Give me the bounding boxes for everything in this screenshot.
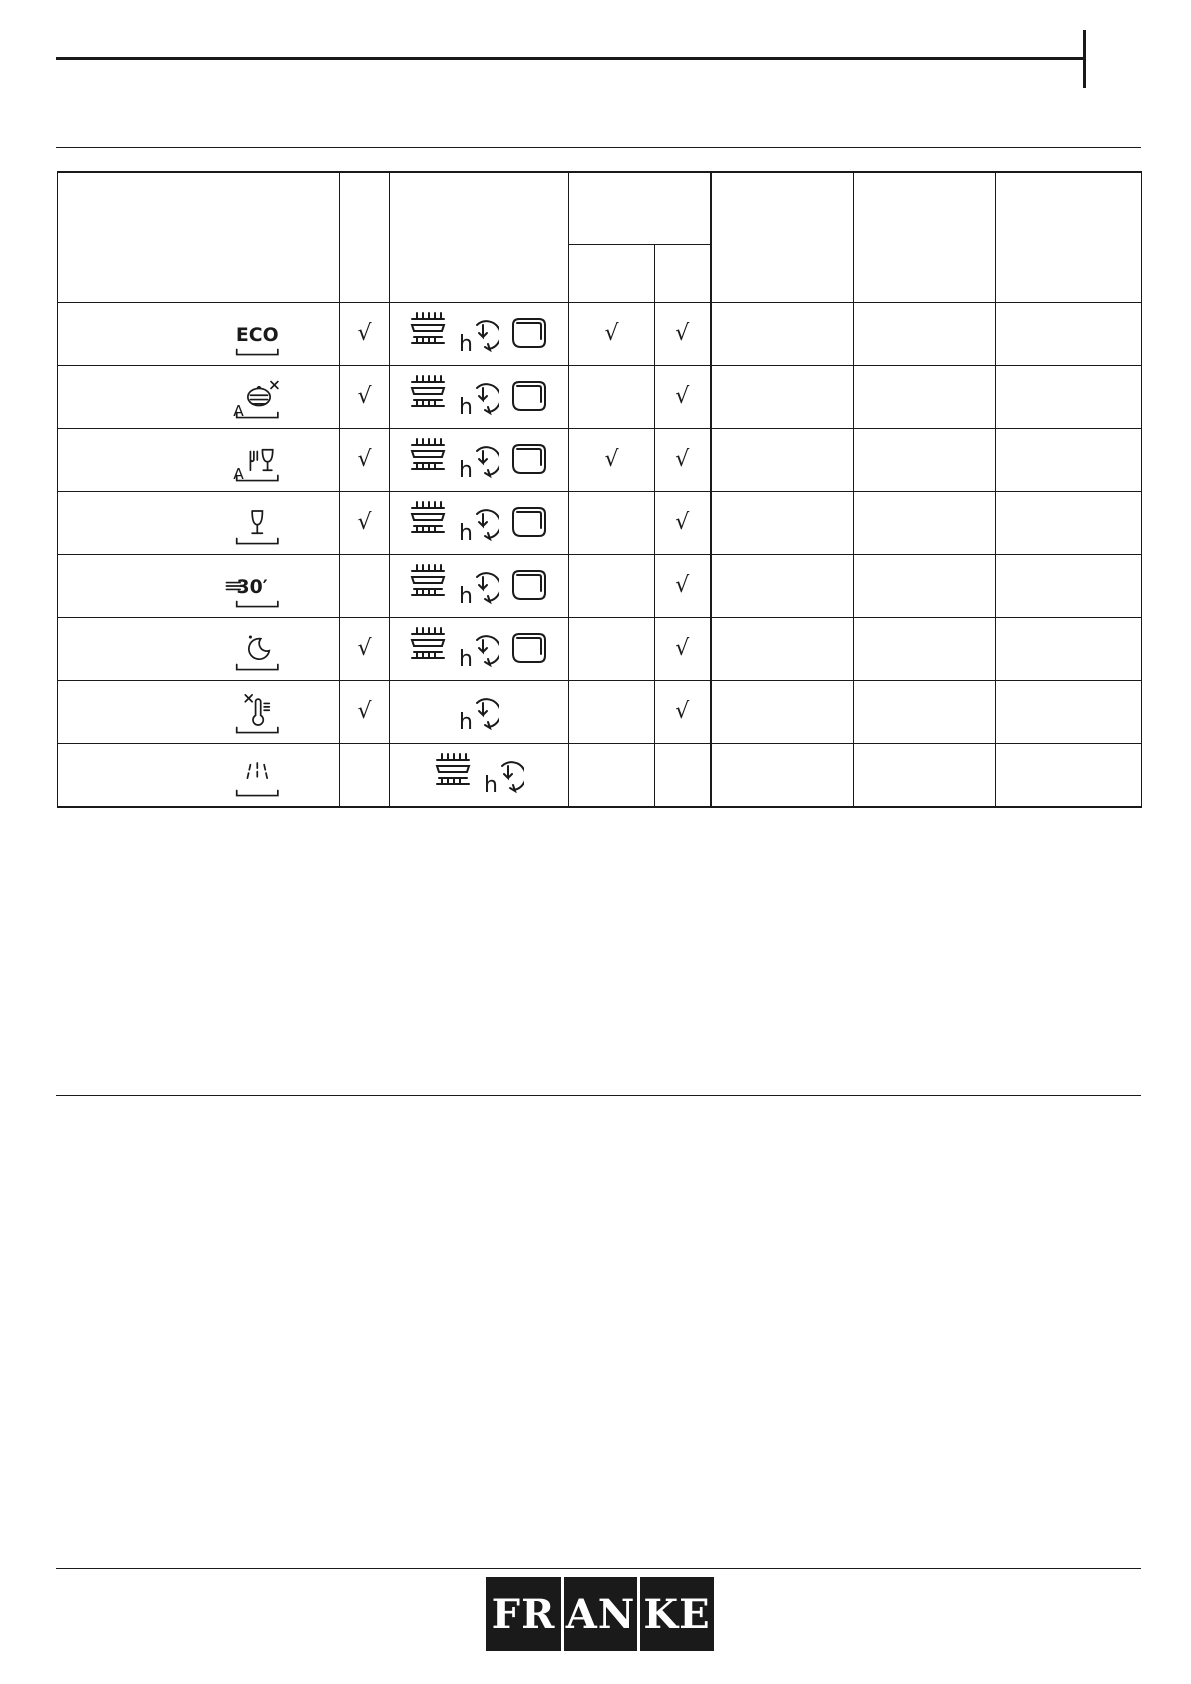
empty-cell-3 bbox=[996, 429, 1142, 492]
check-cell-1 bbox=[340, 681, 390, 744]
empty-cell-3 bbox=[996, 618, 1142, 681]
empty-cell-2 bbox=[854, 555, 996, 618]
delay-start-icon bbox=[459, 311, 499, 353]
options-cell bbox=[390, 618, 569, 681]
check-cell-1 bbox=[340, 429, 390, 492]
empty-cell-1 bbox=[711, 366, 854, 429]
half-load-icon bbox=[409, 500, 449, 542]
empty-cell-2 bbox=[854, 429, 996, 492]
delay-start-icon bbox=[484, 752, 524, 794]
svg-text:A: A bbox=[233, 401, 244, 420]
logo-part-3: KE bbox=[643, 1590, 711, 1638]
check-cell-3 bbox=[655, 303, 711, 366]
svg-text:h: h bbox=[459, 709, 473, 731]
night-silent-icon bbox=[223, 621, 283, 677]
header-sub-2 bbox=[655, 245, 711, 303]
check-cell-2 bbox=[569, 555, 655, 618]
delay-start-icon bbox=[459, 563, 499, 605]
header-tick bbox=[1083, 30, 1086, 88]
options-cell bbox=[390, 429, 569, 492]
check-cell-2 bbox=[569, 681, 655, 744]
check-cell-1 bbox=[340, 492, 390, 555]
options-cell bbox=[390, 366, 569, 429]
auto-normal-icon bbox=[223, 432, 283, 488]
logo-part-2: AN bbox=[565, 1590, 636, 1638]
check-cell-1 bbox=[340, 744, 390, 808]
table-row bbox=[58, 555, 1142, 618]
svg-text:h: h bbox=[459, 457, 473, 479]
auto-intensive-icon bbox=[223, 369, 283, 425]
footer-rule bbox=[56, 1568, 1141, 1569]
check-mark: √ bbox=[357, 636, 372, 661]
svg-text:h: h bbox=[459, 583, 473, 605]
check-cell-2 bbox=[569, 744, 655, 808]
header-options bbox=[390, 172, 569, 303]
svg-text:h: h bbox=[459, 394, 473, 416]
table-row bbox=[58, 303, 1142, 366]
empty-cell-2 bbox=[854, 366, 996, 429]
table-row bbox=[58, 366, 1142, 429]
check-cell-2 bbox=[569, 366, 655, 429]
check-mark: √ bbox=[675, 384, 690, 409]
empty-cell-1 bbox=[711, 303, 854, 366]
empty-cell-1 bbox=[711, 681, 854, 744]
logo-part-1: FR bbox=[491, 1590, 556, 1638]
check-mark: √ bbox=[357, 510, 372, 535]
empty-cell-2 bbox=[854, 618, 996, 681]
empty-cell-3 bbox=[996, 492, 1142, 555]
check-cell-3 bbox=[655, 681, 711, 744]
check-mark: √ bbox=[604, 447, 619, 472]
delay-start-icon bbox=[459, 437, 499, 479]
empty-cell-2 bbox=[854, 681, 996, 744]
check-mark: √ bbox=[675, 510, 690, 535]
delay-start-icon bbox=[459, 500, 499, 542]
svg-text:ECO: ECO bbox=[235, 324, 279, 346]
tablet-icon bbox=[509, 563, 549, 605]
check-mark: √ bbox=[357, 384, 372, 409]
svg-text:h: h bbox=[459, 520, 473, 542]
prewash-icon bbox=[223, 747, 283, 803]
program-icon-cell bbox=[58, 618, 340, 681]
empty-cell-3 bbox=[996, 555, 1142, 618]
program-icon-cell bbox=[58, 303, 340, 366]
table-row bbox=[58, 492, 1142, 555]
check-cell-3 bbox=[655, 618, 711, 681]
check-mark: √ bbox=[357, 321, 372, 346]
half-load-icon bbox=[434, 752, 474, 794]
quick-30-icon bbox=[223, 558, 283, 614]
svg-text:h: h bbox=[459, 331, 473, 353]
tablet-icon bbox=[509, 437, 549, 479]
program-icon-cell bbox=[58, 366, 340, 429]
check-cell-3 bbox=[655, 429, 711, 492]
check-cell-1 bbox=[340, 618, 390, 681]
empty-cell-1 bbox=[711, 555, 854, 618]
check-cell-2 bbox=[569, 618, 655, 681]
check-cell-3 bbox=[655, 492, 711, 555]
tablet-icon bbox=[509, 311, 549, 353]
section-rule-top bbox=[56, 147, 1141, 148]
options-cell bbox=[390, 681, 569, 744]
franke-logo bbox=[486, 1577, 714, 1651]
table-row bbox=[58, 429, 1142, 492]
header-sub-1 bbox=[569, 245, 655, 303]
header-program bbox=[58, 172, 340, 303]
options-cell bbox=[390, 303, 569, 366]
check-cell-1 bbox=[340, 303, 390, 366]
options-cell bbox=[390, 555, 569, 618]
hygiene-icon bbox=[223, 684, 283, 740]
program-icon-cell bbox=[58, 681, 340, 744]
check-mark: √ bbox=[675, 636, 690, 661]
check-cell-3 bbox=[655, 366, 711, 429]
tablet-icon bbox=[509, 500, 549, 542]
table-row bbox=[58, 618, 1142, 681]
check-mark: √ bbox=[675, 573, 690, 598]
eco-program-icon bbox=[223, 306, 283, 362]
program-icon-cell bbox=[58, 429, 340, 492]
empty-cell-3 bbox=[996, 366, 1142, 429]
empty-cell-1 bbox=[711, 429, 854, 492]
delay-start-icon bbox=[459, 689, 499, 731]
empty-cell-3 bbox=[996, 681, 1142, 744]
svg-text:h: h bbox=[484, 772, 498, 794]
check-mark: √ bbox=[357, 699, 372, 724]
svg-text:A: A bbox=[233, 464, 244, 483]
delicate-glass-icon bbox=[223, 495, 283, 551]
header-col-6 bbox=[711, 172, 854, 303]
empty-cell-3 bbox=[996, 303, 1142, 366]
half-load-icon bbox=[409, 563, 449, 605]
header-col-1 bbox=[340, 172, 390, 303]
section-rule-middle bbox=[56, 1095, 1141, 1096]
program-rows bbox=[58, 303, 1142, 808]
table-row bbox=[58, 744, 1142, 808]
delay-start-icon bbox=[459, 374, 499, 416]
empty-cell-1 bbox=[711, 618, 854, 681]
program-icon-cell bbox=[58, 744, 340, 808]
svg-text:30′: 30′ bbox=[236, 576, 268, 598]
options-cell bbox=[390, 744, 569, 808]
delay-start-icon bbox=[459, 626, 499, 668]
empty-cell-2 bbox=[854, 303, 996, 366]
empty-cell-1 bbox=[711, 492, 854, 555]
empty-cell-3 bbox=[996, 744, 1142, 808]
empty-cell-2 bbox=[854, 492, 996, 555]
svg-text:h: h bbox=[459, 646, 473, 668]
table-row bbox=[58, 681, 1142, 744]
half-load-icon bbox=[409, 437, 449, 479]
check-mark: √ bbox=[675, 447, 690, 472]
tablet-icon bbox=[509, 374, 549, 416]
program-table bbox=[57, 171, 1142, 808]
header-group bbox=[569, 172, 711, 245]
check-cell-3 bbox=[655, 744, 711, 808]
check-cell-1 bbox=[340, 555, 390, 618]
check-cell-2 bbox=[569, 303, 655, 366]
check-cell-1 bbox=[340, 366, 390, 429]
half-load-icon bbox=[409, 626, 449, 668]
header-col-7 bbox=[854, 172, 996, 303]
empty-cell-2 bbox=[854, 744, 996, 808]
empty-cell-1 bbox=[711, 744, 854, 808]
half-load-icon bbox=[409, 311, 449, 353]
options-cell bbox=[390, 492, 569, 555]
program-icon-cell bbox=[58, 492, 340, 555]
check-cell-2 bbox=[569, 492, 655, 555]
half-load-icon bbox=[409, 374, 449, 416]
check-mark: √ bbox=[604, 321, 619, 346]
program-icon-cell bbox=[58, 555, 340, 618]
check-mark: √ bbox=[675, 321, 690, 346]
tablet-icon bbox=[509, 626, 549, 668]
check-mark: √ bbox=[675, 699, 690, 724]
header-rule bbox=[56, 57, 1084, 60]
header-col-8 bbox=[996, 172, 1142, 303]
check-cell-3 bbox=[655, 555, 711, 618]
check-mark: √ bbox=[357, 447, 372, 472]
check-cell-2 bbox=[569, 429, 655, 492]
